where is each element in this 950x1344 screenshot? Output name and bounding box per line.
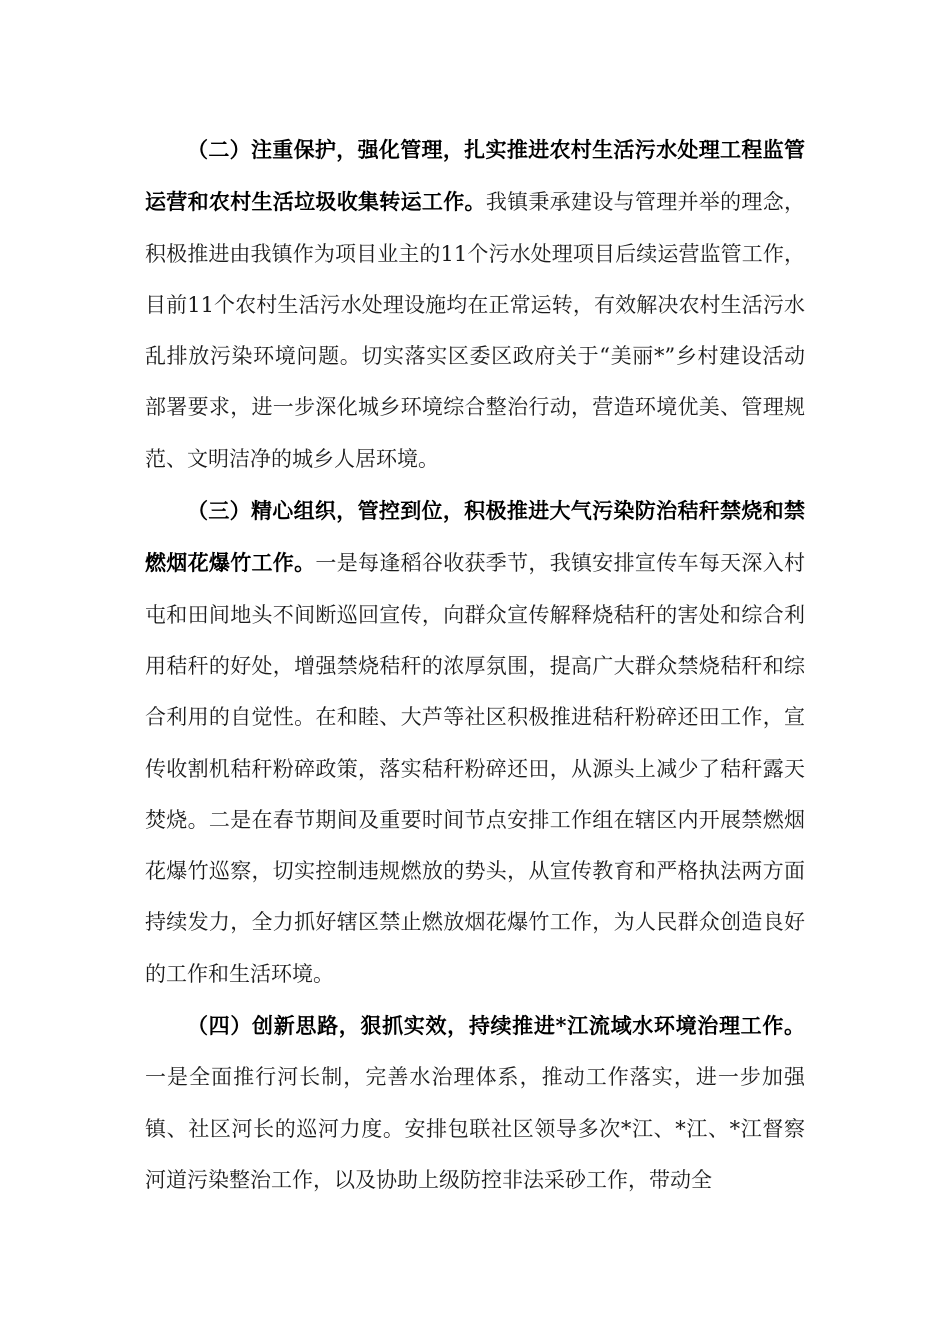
document-body [145,124,805,1206]
paragraph-text: 我镇秉承建设与管理并举的理念，积极推进由我镇作为项目业主的11个污水处理项目后续运营监管工作，目前11个农村生活污水处理设施均在正常运转，有效解决农村生活污水乱排放污染环境问题。切实落实区委区政府关于“美丽*”乡村建设活动部署要求，进一步深化城乡环境综合整治行动，营造环境优美、管理规范、文明洁净的城乡人居环境。 [145,190,806,471]
paragraph-text: 一是每逢稻谷收获季节，我镇安排宣传车每天深入村屯和田间地头不间断巡回宣传，向群众宣传解释烧秸秆的害处和综合利用秸秆的好处，增强禁烧秸秆的浓厚氛围，提高广大群众禁烧秸秆和综合利用的自觉性。在和睦、大芦等社区积极推进秸秆粉碎还田工作，宣传收割机秸秆粉碎政策，落实秸秆粉碎还田，从源头上减少了秸秆露天焚烧。二是在春节期间及重要时间节点安排工作组在辖区内开展禁燃烟花爆竹巡察，切实控制违规燃放的势头，从宣传教育和严格执法两方面持续发力，全力抓好辖区禁止燃放烟花爆竹工作，为人民群众创造良好的工作和生活环境。 [145,551,806,986]
paragraph-heading: （四）创新思路，狠抓实效，持续推进*江流域水环境治理工作。 [187,1013,805,1039]
paragraph-sewage-management [145,124,805,485]
paragraph-river-basin-governance [145,1000,805,1206]
paragraph-heading: （三）精心组织，管控到位，积极推进大气污染防治秸秆禁烧和禁燃烟花爆竹工作。 [145,498,805,576]
paragraph-heading: （二）注重保护，强化管理，扎实推进农村生活污水处理工程监管运营和农村生活垃圾收集转运工作。 [145,137,805,215]
paragraph-straw-burning-fireworks [145,485,805,1000]
paragraph-text: 一是全面推行河长制，完善水治理体系，推动工作落实，进一步加强镇、社区河长的巡河力度。安排包联社区领导多次*江、*江、*江督察河道污染整治工作，以及协助上级防控非法采砂工作，带动全 [145,1065,805,1192]
